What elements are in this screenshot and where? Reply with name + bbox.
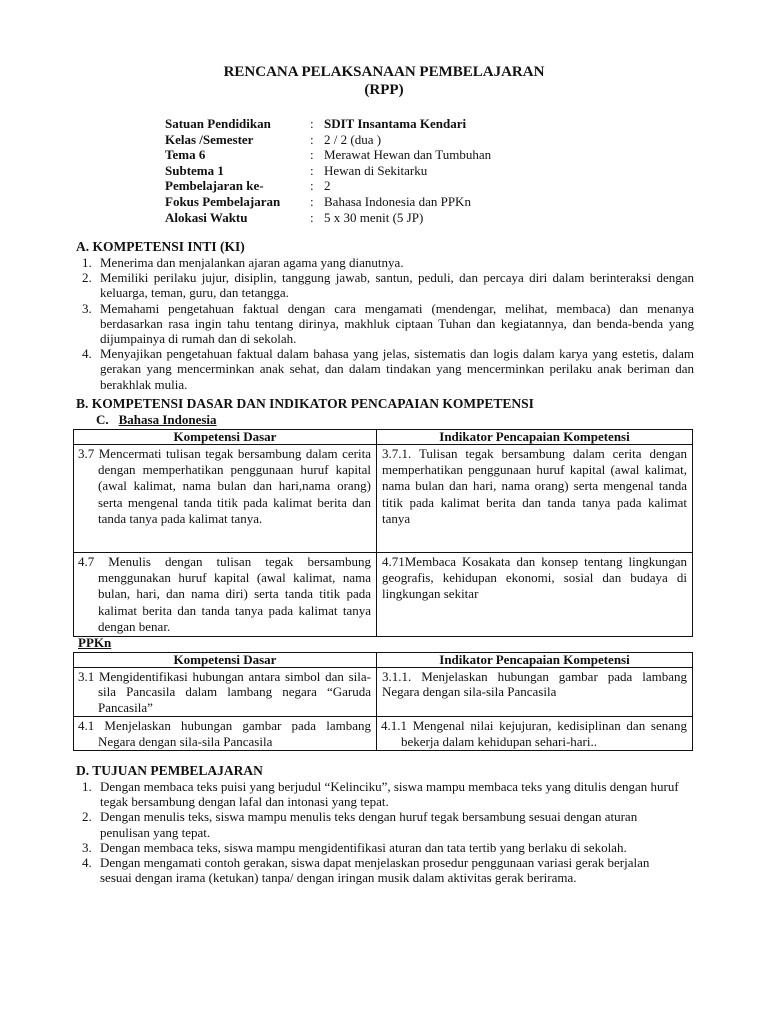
item-number: 3.	[82, 300, 92, 316]
info-label: Satuan Pendidikan	[165, 116, 271, 131]
info-label: Fokus Pembelajaran	[165, 193, 281, 209]
table-header-row	[74, 653, 693, 668]
table-row	[74, 668, 693, 717]
table-cell-kd: 4.1 Menjelaskan hubungan gambar pada lambang Negara dengan sila-sila Pancasila	[74, 717, 377, 751]
info-row	[165, 132, 491, 148]
kompetensi-inti-list	[82, 255, 694, 392]
section-a-heading: A. KOMPETENSI INTI (KI)	[76, 239, 245, 254]
info-value: Merawat Hewan dan Tumbuhan	[324, 147, 492, 163]
table-cell-kd: 4.7 Menulis dengan tulisan tegak bersambung menggunakan huruf kapital (awal kalimat, nama bulan, hari, dan nama diri) serta tanda titik pada kalimat berita dan tanda tanya pada kalimat tanya dengan benar.	[74, 553, 377, 637]
table-row	[74, 553, 693, 637]
list-item	[82, 855, 682, 885]
info-row	[165, 163, 491, 179]
list-item	[82, 255, 694, 270]
info-colon: :	[310, 131, 314, 147]
item-text: Dengan mengamati contoh gerakan, siswa dapat menjelaskan prosedur penggunaan variasi gerak berjalan sesuai dengan irama (ketukan) tanpa/ dengan iringan musik dalam aktivitas gerak berirama.	[100, 855, 650, 886]
document-subtitle: (RPP)	[364, 82, 404, 98]
table-cell-ipk: 3.7.1. Tulisan tegak bersambung dalam cerita dengan memperhatikan penggunaan huruf kapital (awal kalimat, nama bulan dan hari, nama orang) serta mengenal tanda titik pada kalimat berita dan tanda tanya pada kalimat tanya	[377, 445, 693, 553]
column-header-ipk: Indikator Pencapaian Kompetensi	[377, 653, 693, 668]
item-text: Memahami pengetahuan faktual dengan cara mengamati (mendengar, melihat, membaca) dan menanya berdasarkan rasa ingin tahu tentang dirinya, makhluk ciptaan Tuhan dan kegiatannya, dan benda-benda yang dijumpainya di rumah dan di sekolah.	[100, 300, 694, 347]
column-header-ipk: Indikator Pencapaian Kompetensi	[377, 430, 693, 445]
info-value: 2	[324, 178, 331, 194]
item-text: Menyajikan pengetahuan faktual dalam bahasa yang jelas, sistematis dan logis dalam karya yang estetis, dalam gerakan yang mencerminkan anak sehat, dan dalam tindakan yang mencerminkan perilaku anak beriman dan berakhlak mulia.	[100, 346, 694, 392]
info-label: Alokasi Waktu	[165, 209, 248, 225]
info-row	[165, 210, 491, 226]
item-text: Menerima dan menjalankan ajaran agama yang dianutnya.	[100, 255, 404, 270]
info-value: Bahasa Indonesia dan PPKn	[324, 193, 471, 209]
list-item	[82, 301, 694, 347]
column-header-kd: Kompetensi Dasar	[74, 430, 377, 445]
info-row	[165, 178, 491, 194]
info-row	[165, 116, 491, 132]
item-number: 1.	[82, 779, 92, 794]
list-item	[82, 840, 682, 855]
item-number: 2.	[82, 270, 92, 286]
subsection-prefix: C.	[96, 412, 109, 427]
table-row	[74, 445, 693, 553]
info-row	[165, 194, 491, 210]
info-row	[165, 147, 491, 163]
subsection-bahasa-indonesia	[96, 412, 217, 427]
document-title: RENCANA PELAKSANAAN PEMBELAJARAN	[223, 64, 545, 80]
list-item	[82, 346, 694, 392]
info-value: 2 / 2 (dua )	[324, 131, 382, 147]
info-colon: :	[310, 193, 314, 209]
info-colon: :	[310, 162, 314, 178]
ppkn-table	[73, 652, 693, 751]
info-colon: :	[310, 209, 314, 225]
info-colon: :	[310, 116, 314, 131]
identity-block	[165, 116, 491, 225]
section-d-heading: D. TUJUAN PEMBELAJARAN	[76, 763, 263, 778]
info-label: Kelas /Semester	[165, 131, 254, 147]
column-header-kd: Kompetensi Dasar	[74, 653, 377, 668]
table-cell-ipk: 4.1.1 Mengenal nilai kejujuran, kedisiplinan dan senang bekerja dalam kehidupan sehari-hari..	[377, 717, 693, 751]
item-number: 4.	[82, 346, 92, 362]
info-label: Subtema 1	[165, 162, 224, 178]
item-text: Dengan membaca teks puisi yang berjudul “Kelinciku”, siswa mampu membaca teks yang ditulis dengan huruf tegak bersambung dengan lafal dan intonasi yang tepat.	[100, 779, 679, 810]
table-header-row	[74, 430, 693, 445]
info-value: SDIT Insantama Kendari	[324, 116, 467, 131]
subsection-ppkn: PPKn	[78, 635, 112, 650]
info-label: Pembelajaran ke-	[165, 178, 264, 194]
item-text: Dengan menulis teks, siswa mampu menulis teks dengan huruf tegak bersambung sesuai dengan aturan penulisan yang tepat.	[100, 809, 638, 840]
tujuan-pembelajaran-list	[82, 779, 682, 885]
info-colon: :	[310, 178, 314, 194]
info-colon: :	[310, 147, 314, 163]
table-row	[74, 717, 693, 751]
item-text: Memiliki perilaku jujur, disiplin, tanggung jawab, santun, peduli, dan percaya diri dalam berinteraksi dengan keluarga, teman, guru, dan tetangga.	[100, 270, 694, 301]
table-cell-ipk: 3.1.1. Menjelaskan hubungan gambar pada lambang Negara dengan sila-sila Pancasila	[377, 668, 693, 717]
info-value: 5 x 30 menit (5 JP)	[324, 209, 424, 225]
section-b-heading: B. KOMPETENSI DASAR DAN INDIKATOR PENCAPAIAN KOMPETENSI	[76, 396, 534, 411]
info-value: Hewan di Sekitarku	[324, 162, 428, 178]
item-number: 1.	[82, 255, 92, 270]
list-item	[82, 809, 682, 839]
info-label: Tema 6	[165, 147, 206, 163]
item-number: 4.	[82, 855, 92, 871]
item-number: 2.	[82, 809, 92, 825]
bahasa-indonesia-table	[73, 429, 693, 637]
item-text: Dengan membaca teks, siswa mampu mengidentifikasi aturan dan tata tertib yang berlaku di sekolah.	[100, 839, 627, 855]
list-item	[82, 779, 682, 809]
subsection-title: Bahasa Indonesia	[118, 412, 217, 427]
table-cell-ipk: 4.71Membaca Kosakata dan konsep tentang lingkungan geografis, kehidupan ekonomi, sosial dan budaya di lingkungan sekitar	[377, 553, 693, 637]
list-item	[82, 270, 694, 300]
table-cell-kd: 3.1 Mengidentifikasi hubungan antara simbol dan sila-sila Pancasila dalam lambang negara “Garuda Pancasila”	[74, 668, 377, 717]
item-number: 3.	[82, 839, 92, 855]
table-cell-kd: 3.7 Mencermati tulisan tegak bersambung dalam cerita dengan memperhatikan penggunaan huruf kapital (awal kalimat, nama bulan dan hari,nama orang) serta mengenal tanda titik pada kalimat berita dan tanda tanya pada kalimat tanya.	[74, 445, 377, 553]
